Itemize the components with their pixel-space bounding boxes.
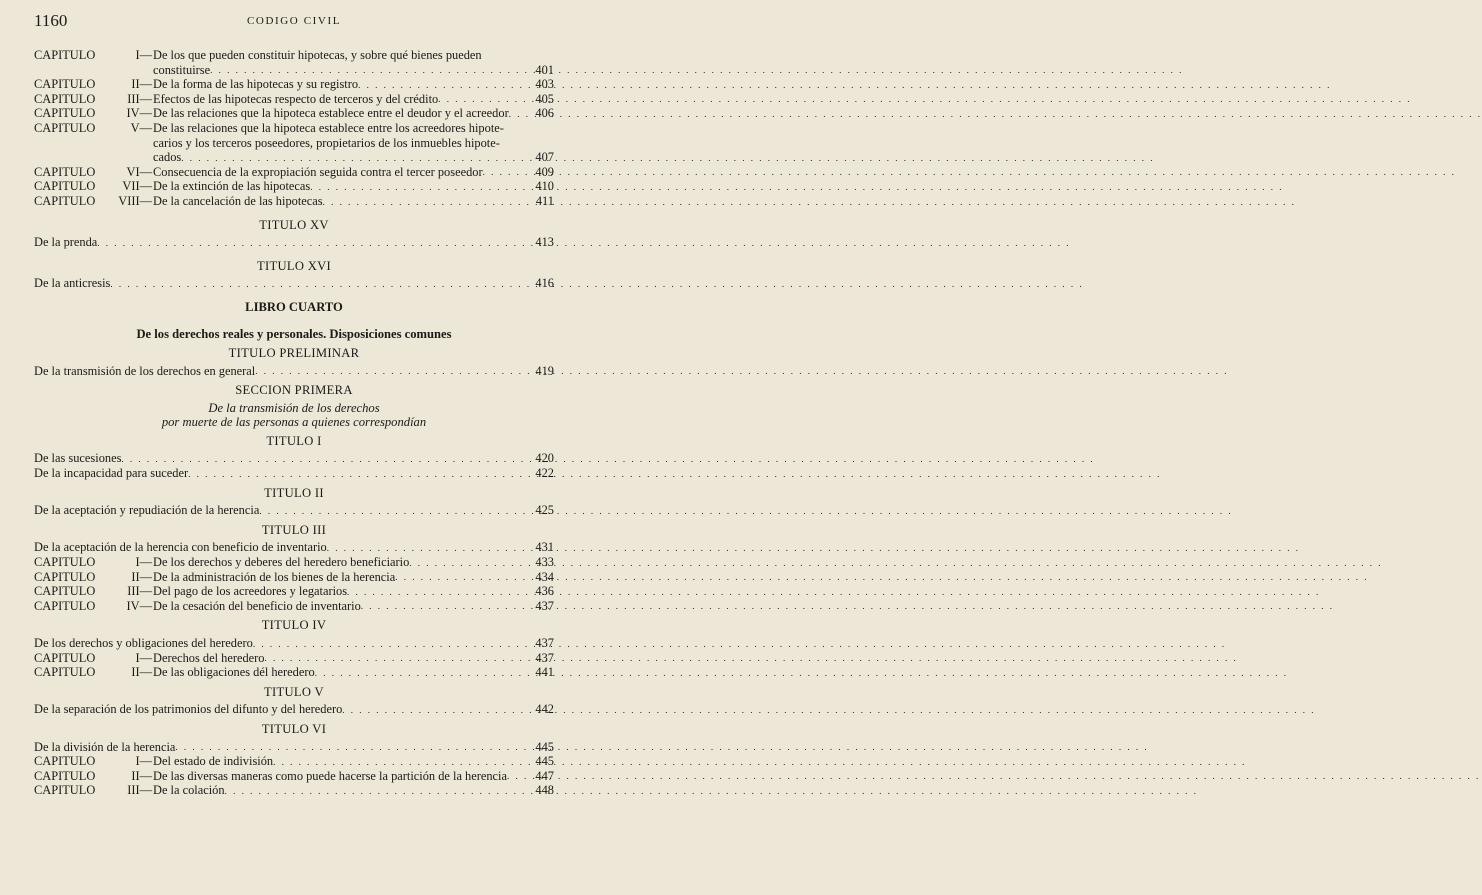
spacer [34, 291, 554, 295]
dot-leader [188, 468, 532, 481]
toc-entry [34, 92, 554, 107]
toc-line [34, 165, 554, 180]
dot-leader [110, 278, 532, 291]
chapter-title-text: Efectos de las hipotecas respecto de terceros y del crédito [153, 91, 439, 106]
page-ref: 411 [535, 193, 554, 208]
page-ref: 434 [535, 569, 554, 584]
entry-title-text: De las sucesiones [34, 451, 122, 466]
dot-leader [342, 704, 532, 717]
chapter-title [153, 665, 532, 680]
chapter-number: III— [127, 91, 152, 106]
page-ref: 406 [535, 106, 554, 121]
page-ref: 419 [535, 363, 554, 378]
toc-line [34, 92, 554, 107]
page-ref: 410 [535, 179, 554, 194]
toc-line [34, 754, 554, 769]
chapter-title [153, 754, 532, 769]
chapter-title-text: De la extinción de las hipotecas [153, 179, 311, 194]
chapter-number: II— [131, 569, 152, 584]
chapter-title [153, 165, 532, 180]
chapter-label: CAPITULO [34, 91, 96, 106]
toc-entry [34, 570, 554, 585]
dot-leader [253, 638, 532, 651]
page-ref: 401 [535, 62, 554, 77]
dot-leader [315, 667, 532, 680]
dot-leader [327, 542, 532, 555]
seccion-subtitle: De la transmisión de los derechos [208, 400, 380, 415]
toc-line [34, 150, 554, 165]
toc-line [34, 769, 554, 784]
chapter-title-text: Derechos del heredero [153, 650, 265, 665]
chapter-title-text: De las diversas maneras como puede hacerse la partición de la herencia [153, 768, 507, 783]
chapter-label: CAPITULO [34, 665, 96, 680]
dot-leader [310, 181, 532, 194]
toc-line [34, 77, 554, 92]
toc-line [34, 555, 554, 570]
toc-line [34, 651, 554, 666]
entry-title-text: De los derechos y obligaciones del heredero [34, 636, 253, 650]
entry-title-text: De la división de la herencia [34, 739, 176, 754]
libro-subheading: De los derechos reales y personales. Disposiciones comunes [136, 326, 452, 341]
chapter-title [153, 194, 532, 209]
dot-leader [409, 557, 532, 570]
chapter-label: CAPITULO [34, 584, 96, 599]
chapter-title [153, 769, 532, 784]
toc-entry [34, 665, 554, 680]
page-ref: 403 [535, 77, 554, 92]
chapter-title [153, 150, 532, 165]
chapter-title [153, 48, 532, 63]
entry-title [34, 702, 532, 717]
titulo-heading: TITULO II [264, 485, 324, 500]
chapter-label: CAPITULO [34, 569, 96, 584]
chapter-title-text: De la forma de las hipotecas y su registro [153, 77, 359, 92]
page-ref: 442 [535, 702, 554, 717]
toc-line [34, 179, 554, 194]
chapter-title [153, 106, 532, 121]
dot-leader [210, 64, 532, 77]
toc-entry [34, 179, 554, 194]
toc-line [34, 106, 554, 121]
page-number: 1160 [34, 11, 68, 30]
toc-line [34, 540, 554, 555]
titulo-heading: TITULO VI [261, 721, 327, 736]
chapter-label: CAPITULO [34, 555, 96, 570]
toc-line [34, 740, 554, 755]
chapter-title-text: De las relaciones que la hipoteca establece entre el deudor y el acreedor [153, 106, 509, 121]
chapter-title-text: De los que pueden constituir hipotecas, y sobre qué bienes pueden [153, 48, 482, 62]
page-ref: 416 [535, 276, 554, 291]
chapter-title-text: Del estado de indivisión [153, 754, 274, 769]
page-ref: 407 [535, 150, 554, 165]
toc-line [34, 702, 554, 717]
toc-line [34, 364, 554, 379]
entry-title-text: De la anticresis [34, 276, 111, 291]
toc-entry [34, 121, 554, 165]
toc-entry [34, 584, 554, 599]
chapter-number: VIII— [118, 193, 152, 208]
toc-line [34, 451, 554, 466]
chapter-title [153, 92, 532, 107]
chapter-label: CAPITULO [34, 120, 96, 135]
entry-title [34, 364, 532, 379]
chapter-title-text: Consecuencia de la expropiación seguida contra el tercer poseedor [153, 164, 483, 179]
chapter-title-text: De las relaciones que la hipoteca establece entre los acreedores hipote- [153, 120, 504, 135]
chapter-label: CAPITULO [34, 106, 96, 121]
dot-leader [361, 600, 532, 613]
chapter-number: V— [130, 120, 152, 135]
chapter-number: VI— [126, 164, 152, 179]
dot-leader [358, 79, 532, 92]
chapter-number: I— [135, 754, 152, 769]
toc-entry [34, 599, 554, 614]
entry-title [34, 451, 532, 466]
entry-title [34, 636, 532, 651]
toc-line [34, 783, 554, 798]
spacer [34, 318, 554, 322]
entry-title [34, 276, 532, 291]
page-ref: 413 [535, 235, 554, 250]
chapter-title-text: cados [153, 150, 182, 165]
table-of-contents [34, 48, 554, 798]
entry-title [34, 503, 532, 518]
toc-line [34, 570, 554, 585]
chapter-title-text: De la cancelación de las hipotecas [153, 193, 323, 208]
chapter-number: III— [127, 783, 152, 798]
spacer [34, 209, 554, 213]
toc-line [34, 276, 554, 291]
libro-heading: LIBRO CUARTO [245, 299, 343, 314]
chapter-label: CAPITULO [34, 783, 96, 798]
titulo-heading: TITULO I [266, 433, 322, 448]
entry-title [34, 466, 532, 481]
dot-leader [483, 166, 532, 179]
page-ref: 436 [535, 584, 554, 599]
toc-line [34, 63, 554, 78]
page-ref: 420 [535, 451, 554, 466]
chapter-title [153, 599, 532, 614]
dot-leader [97, 237, 532, 250]
titulo-heading: TITULO V [264, 684, 324, 699]
titulo-heading: TITULO XVI [257, 258, 331, 273]
dot-leader [395, 571, 532, 584]
chapter-number: I— [135, 650, 152, 665]
page-ref: 409 [535, 164, 554, 179]
chapter-number: II— [131, 665, 152, 680]
chapter-title [153, 651, 532, 666]
page-ref: 437 [535, 636, 554, 650]
toc-line [34, 121, 554, 136]
entry-title-text: De la aceptación y repudiación de la herencia [34, 503, 260, 518]
chapter-label: CAPITULO [34, 48, 96, 62]
toc-line [34, 636, 554, 651]
chapter-number: IV— [126, 598, 152, 613]
chapter-label: CAPITULO [34, 164, 96, 179]
page-ref: 447 [535, 768, 554, 783]
page-ref: 433 [535, 555, 554, 570]
entry-title [34, 740, 532, 755]
chapter-number: II— [131, 77, 152, 92]
dot-leader [181, 152, 532, 165]
entry-title-text: De la incapacidad para suceder [34, 466, 189, 481]
page-header [34, 11, 554, 31]
entry-title-text: De la prenda [34, 235, 98, 250]
dot-leader [175, 741, 532, 754]
toc-entry [34, 48, 554, 77]
entry-title-text: De la aceptación de la herencia con beneficio de inventario [34, 540, 327, 555]
toc-line [34, 599, 554, 614]
chapter-title [153, 121, 532, 136]
chapter-title [153, 63, 532, 78]
seccion-subtitle: por muerte de las personas a quienes correspondían [161, 414, 427, 429]
toc-entry [34, 194, 554, 209]
chapter-label: CAPITULO [34, 77, 96, 92]
chapter-title [153, 136, 532, 151]
entry-title-text: De la transmisión de los derechos en general [34, 363, 256, 378]
dot-leader [323, 196, 532, 209]
titulo-heading: TITULO III [261, 522, 327, 537]
chapter-title [153, 555, 532, 570]
chapter-label: CAPITULO [34, 179, 96, 194]
titulo-heading: TITULO PRELIMINAR [228, 346, 360, 361]
page-ref: 437 [535, 650, 554, 665]
chapter-title [153, 570, 532, 585]
chapter-title [153, 584, 532, 599]
toc-entry [34, 783, 554, 798]
chapter-title-text: De los derechos y deberes del heredero beneficiario [153, 555, 410, 570]
toc-line [34, 466, 554, 481]
toc-entry [34, 754, 554, 769]
toc-line [34, 48, 554, 63]
toc-entry [34, 106, 554, 121]
page-ref: 445 [535, 739, 554, 754]
entry-title [34, 235, 532, 250]
chapter-label: CAPITULO [34, 754, 96, 769]
entry-title [34, 540, 532, 555]
chapter-title-text: De la colación [153, 783, 225, 798]
chapter-title [153, 179, 532, 194]
toc-line [34, 665, 554, 680]
dot-leader [509, 108, 532, 121]
toc-line [34, 194, 554, 209]
chapter-title-text: constituirse [153, 62, 211, 77]
chapter-title [153, 783, 532, 798]
toc-line [34, 136, 554, 151]
seccion-heading: SECCION PRIMERA [235, 383, 353, 398]
chapter-title-text: De las obligaciones dél heredero [153, 665, 315, 680]
toc-entry [34, 77, 554, 92]
entry-title-text: De la separación de los patrimonios del difunto y del heredero [34, 702, 343, 717]
chapter-title-text: De la cesación del beneficio de inventario [153, 598, 361, 613]
chapter-title [153, 77, 532, 92]
chapter-title-text: De la administración de los bienes de la herencia [153, 569, 396, 584]
chapter-number: IV— [126, 106, 152, 121]
chapter-number: VII— [122, 179, 152, 194]
chapter-number: III— [127, 584, 152, 599]
dot-leader [259, 505, 532, 518]
running-title: CODIGO CIVIL [246, 15, 342, 27]
toc-entry [34, 769, 554, 784]
dot-leader [121, 453, 532, 466]
page-ref: 431 [535, 540, 554, 555]
page-ref: 448 [535, 783, 554, 798]
page-ref: 422 [535, 466, 554, 481]
chapter-number: I— [135, 555, 152, 570]
chapter-label: CAPITULO [34, 598, 96, 613]
page-ref: 425 [535, 503, 554, 518]
book-page [0, 0, 586, 895]
toc-line [34, 584, 554, 599]
page-ref: 437 [535, 598, 554, 613]
titulo-heading: TITULO IV [261, 618, 327, 633]
dot-leader [264, 652, 532, 665]
dot-leader [438, 93, 532, 106]
dot-leader [273, 756, 532, 769]
chapter-number: I— [135, 48, 152, 62]
toc-line [34, 503, 554, 518]
chapter-number: II— [131, 768, 152, 783]
titulo-heading: TITULO XV [259, 217, 329, 232]
toc-entry [34, 165, 554, 180]
spacer [34, 250, 554, 254]
toc-line [34, 235, 554, 250]
dot-leader [225, 785, 532, 798]
dot-leader [255, 365, 532, 378]
toc-entry [34, 555, 554, 570]
chapter-label: CAPITULO [34, 650, 96, 665]
dot-leader [507, 770, 532, 783]
chapter-title-text: Del pago de los acreedores y legatarios [153, 584, 348, 599]
page-ref: 441 [535, 665, 554, 680]
page-ref: 445 [535, 754, 554, 769]
chapter-label: CAPITULO [34, 193, 96, 208]
chapter-label: CAPITULO [34, 768, 96, 783]
dot-leader [347, 586, 532, 599]
toc-entry [34, 651, 554, 666]
chapter-title-text: carios y los terceros poseedores, propietarios de los inmuebles hipote- [153, 135, 500, 150]
page-ref: 405 [535, 91, 554, 106]
